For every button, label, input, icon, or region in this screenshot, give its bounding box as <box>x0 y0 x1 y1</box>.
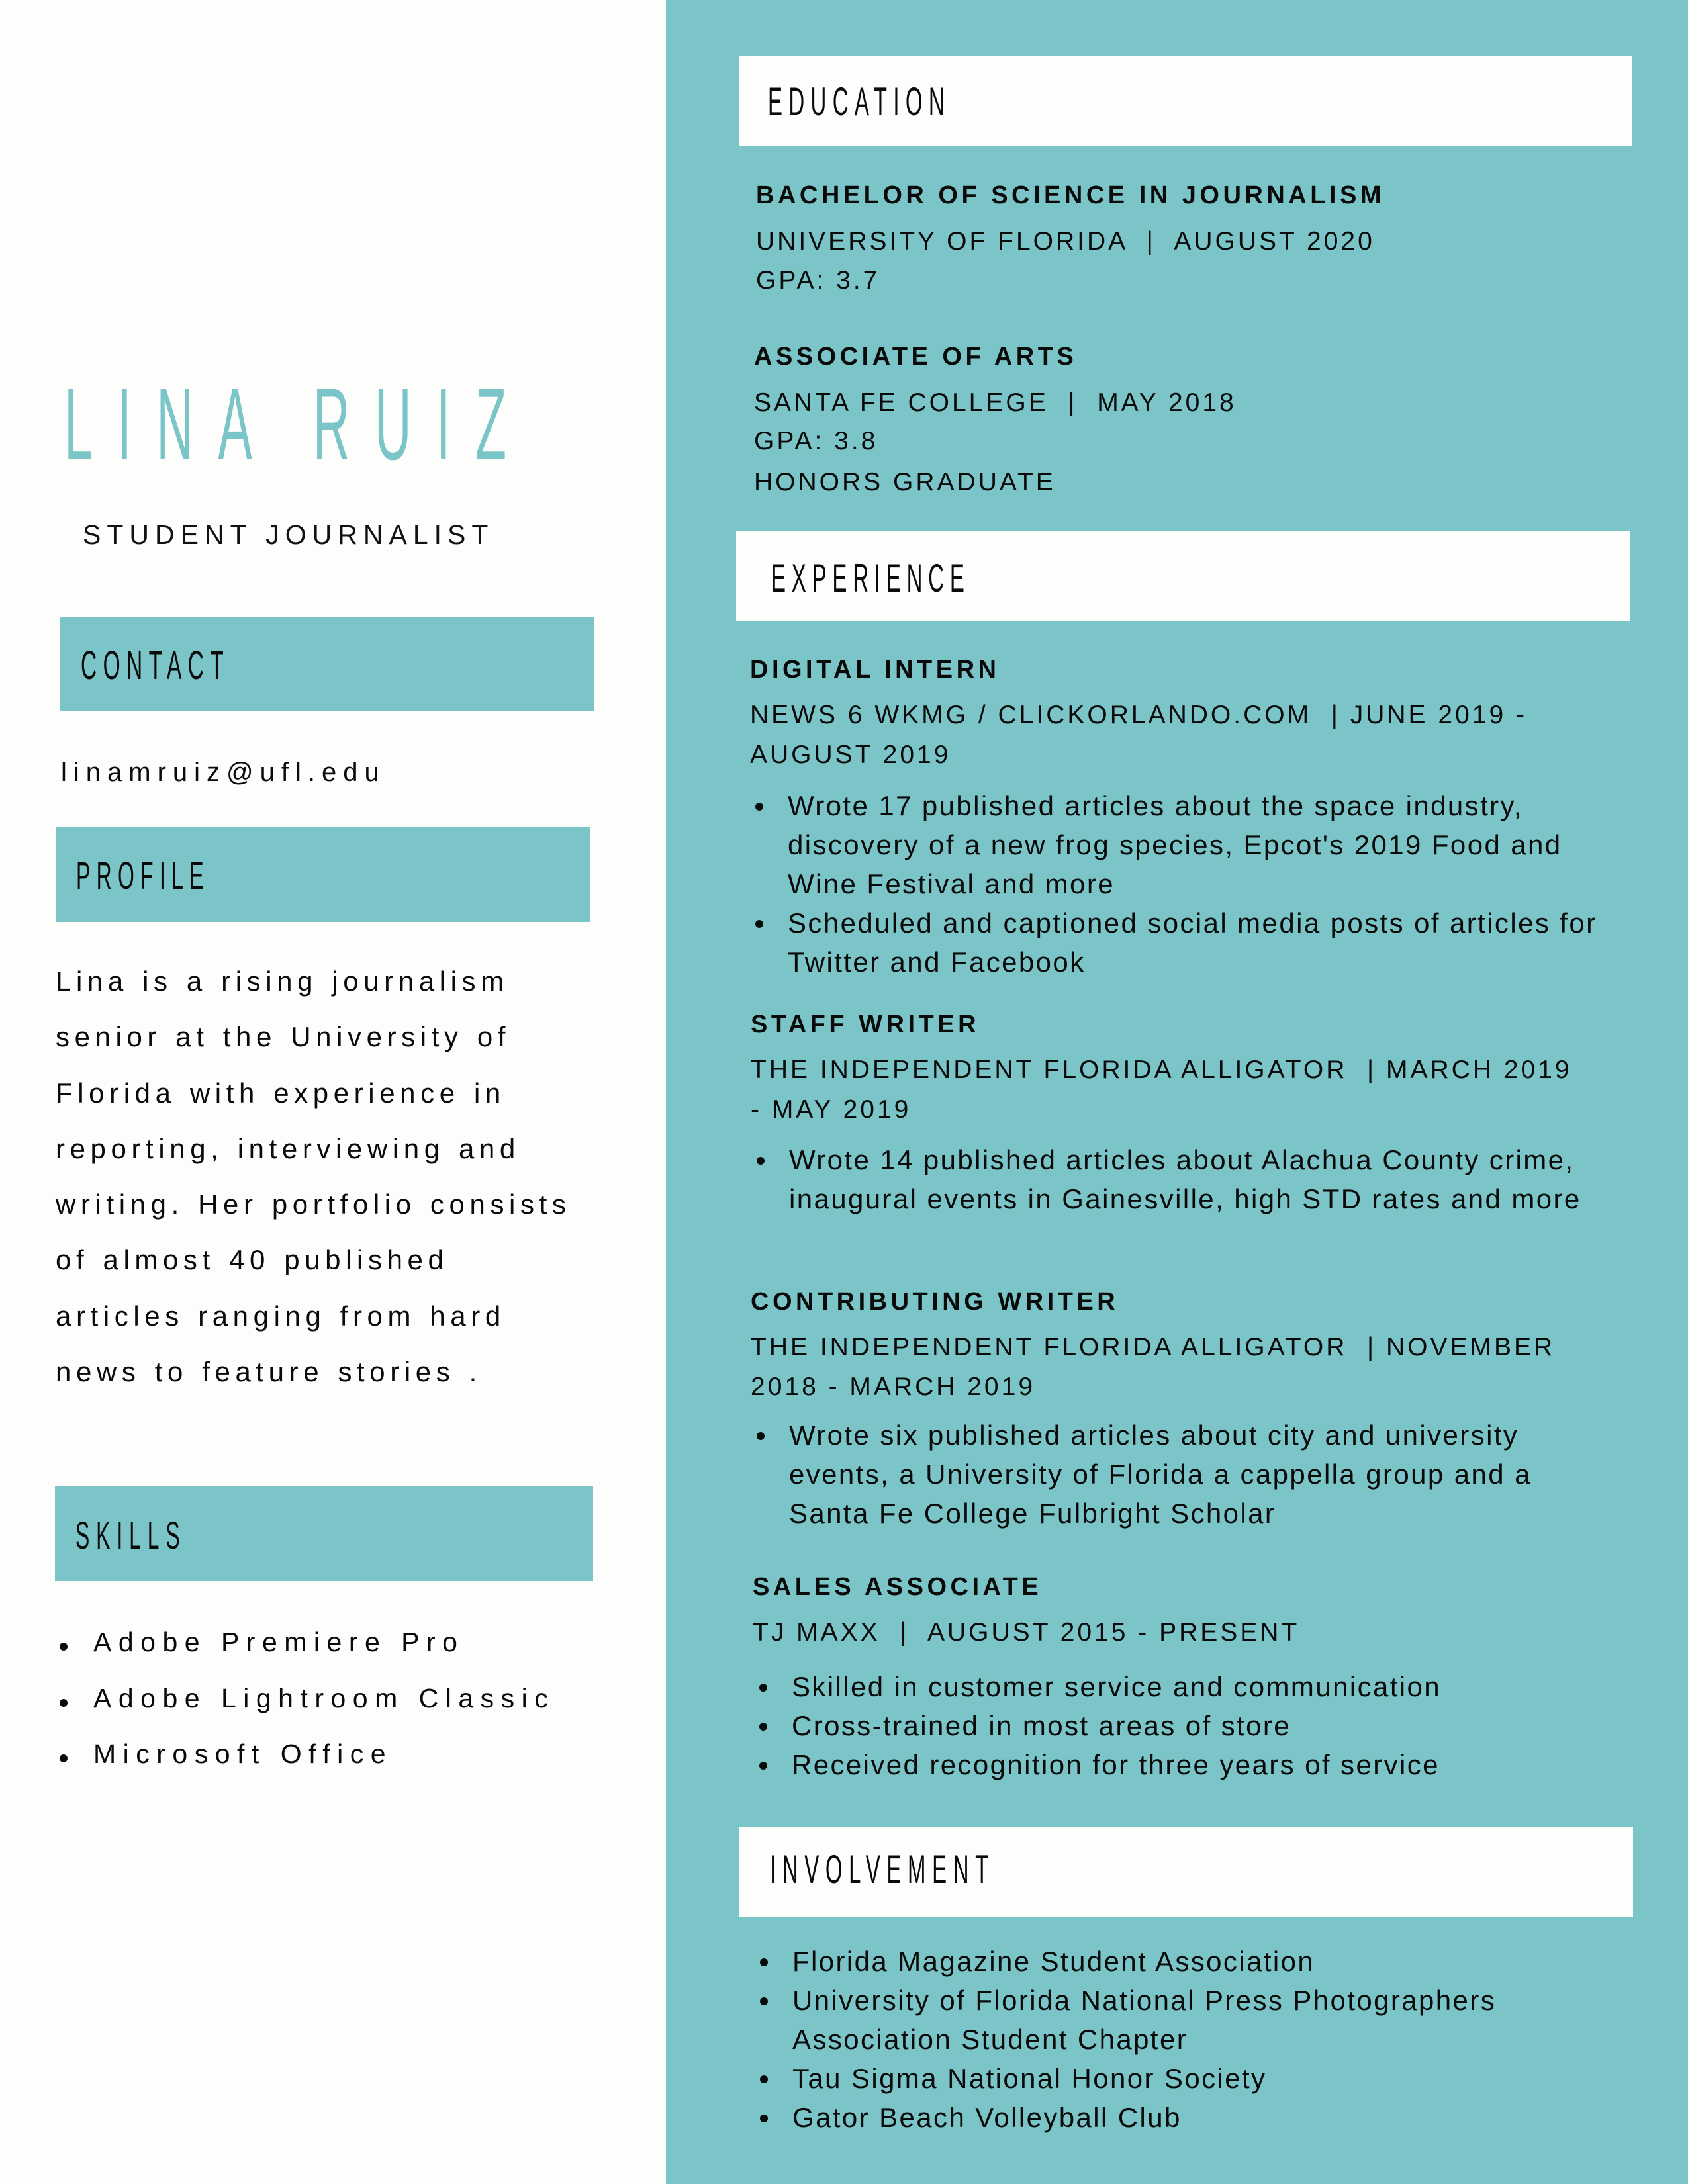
bullet-icon <box>760 1997 768 2005</box>
bullet-icon <box>759 1762 767 1770</box>
profile-title: PROFILE <box>76 854 210 897</box>
bullet-icon <box>759 1723 767 1731</box>
bullet-icon <box>759 1684 767 1692</box>
bullet-text: Wrote six published articles about city and university events, a University of Florida a cappella group and a Santa Fe College Fulbright Scholar <box>789 1420 1532 1529</box>
bullet-icon <box>755 803 763 811</box>
bullet-icon <box>757 1432 765 1440</box>
education-title: EDUCATION <box>768 79 951 124</box>
profile-summary: Lina is a rising journalism senior at the University of Florida with experience in reporting, interviewing and writing. Her portfolio consists of almost 40 published articles ranging from hard news to feature stories . <box>56 966 571 1388</box>
involvement-item <box>755 2059 1615 2098</box>
involvement-text: University of Florida National Press Photographers Association Student Chapter <box>792 1985 1497 2055</box>
job-bullets <box>751 1416 1612 1533</box>
skill-label: Microsoft Office <box>93 1739 393 1769</box>
job-meta: TJ MAXX | AUGUST 2015 - PRESENT <box>753 1618 1300 1647</box>
job-bullets <box>754 1667 1615 1784</box>
bullet-icon <box>760 1958 768 1966</box>
job-bullet <box>754 1706 1615 1745</box>
candidate-role: STUDENT JOURNALIST <box>83 520 494 550</box>
job-bullet <box>750 903 1611 981</box>
job-title: STAFF WRITER <box>751 1011 980 1038</box>
job-meta: NEWS 6 WKMG / CLICKORLANDO.COM | JUNE 2019 - AUGUST 2019 <box>750 701 1536 769</box>
email-link[interactable]: linamruiz@ufl.edu <box>61 758 386 787</box>
job-bullet <box>751 1140 1612 1218</box>
bullet-icon <box>755 920 763 928</box>
education-detail: GPA: 3.7 <box>756 266 880 295</box>
job-bullets <box>751 1140 1612 1218</box>
skill-label: Adobe Lightroom Classic <box>93 1682 555 1713</box>
skills-title: SKILLS <box>75 1514 187 1557</box>
bullet-icon <box>60 1643 68 1651</box>
bullet-text: Cross-trained in most areas of store <box>792 1710 1291 1741</box>
bullet-text: Skilled in customer service and communication <box>792 1671 1442 1702</box>
involvement-text: Tau Sigma National Honor Society <box>792 2063 1267 2094</box>
skill-item <box>56 1670 555 1727</box>
school-date: UNIVERSITY OF FLORIDA | AUGUST 2020 <box>756 227 1375 255</box>
involvement-text: Gator Beach Volleyball Club <box>792 2102 1182 2133</box>
involvement-text: Florida Magazine Student Association <box>792 1946 1315 1977</box>
involvement-item <box>755 2098 1615 2137</box>
involvement-item <box>755 1981 1615 2059</box>
involvement-item <box>755 1942 1615 1981</box>
bullet-icon <box>760 2075 768 2083</box>
education-detail: GPA: 3.8 <box>754 427 878 455</box>
school-date: SANTA FE COLLEGE | MAY 2018 <box>754 388 1237 417</box>
bullet-icon <box>60 1699 68 1707</box>
job-title: SALES ASSOCIATE <box>753 1573 1043 1601</box>
bullet-icon <box>60 1754 68 1762</box>
job-bullets <box>750 786 1611 981</box>
skills-list <box>56 1614 555 1782</box>
involvement-list <box>755 1942 1615 2137</box>
skill-item <box>56 1614 555 1670</box>
skill-item <box>56 1726 555 1782</box>
education-detail: HONORS GRADUATE <box>754 468 1056 496</box>
job-bullet <box>750 786 1611 903</box>
contact-title: CONTACT <box>81 643 230 688</box>
job-meta: THE INDEPENDENT FLORIDA ALLIGATOR | MARCH 2019 - MAY 2019 <box>751 1056 1582 1124</box>
degree-title: ASSOCIATE OF ARTS <box>754 343 1078 371</box>
job-title: CONTRIBUTING WRITER <box>751 1288 1119 1316</box>
job-meta: THE INDEPENDENT FLORIDA ALLIGATOR | NOVEMBER 2018 - MARCH 2019 <box>751 1333 1566 1401</box>
experience-title: EXPERIENCE <box>771 556 970 600</box>
bullet-icon <box>757 1157 765 1165</box>
bullet-text: Wrote 14 published articles about Alachua County crime, inaugural events in Gainesville, high STD rates and more <box>789 1144 1581 1214</box>
job-bullet <box>754 1745 1615 1784</box>
bullet-text: Scheduled and captioned social media posts of articles for Twitter and Facebook <box>788 907 1597 978</box>
bullet-icon <box>760 2115 768 2122</box>
bullet-text: Wrote 17 published articles about the space industry, discovery of a new frog species, Epcot's 2019 Food and Wine Festival and more <box>788 790 1562 899</box>
involvement-title: INVOLVEMENT <box>770 1847 995 1891</box>
job-bullet <box>754 1667 1615 1706</box>
job-title: DIGITAL INTERN <box>750 656 1000 684</box>
candidate-name: LINA RUIZ <box>64 367 532 481</box>
left-column <box>0 0 666 2184</box>
job-bullet <box>751 1416 1612 1533</box>
degree-title: BACHELOR OF SCIENCE IN JOURNALISM <box>756 181 1385 209</box>
bullet-text: Received recognition for three years of service <box>792 1749 1440 1780</box>
skill-label: Adobe Premiere Pro <box>93 1627 465 1657</box>
